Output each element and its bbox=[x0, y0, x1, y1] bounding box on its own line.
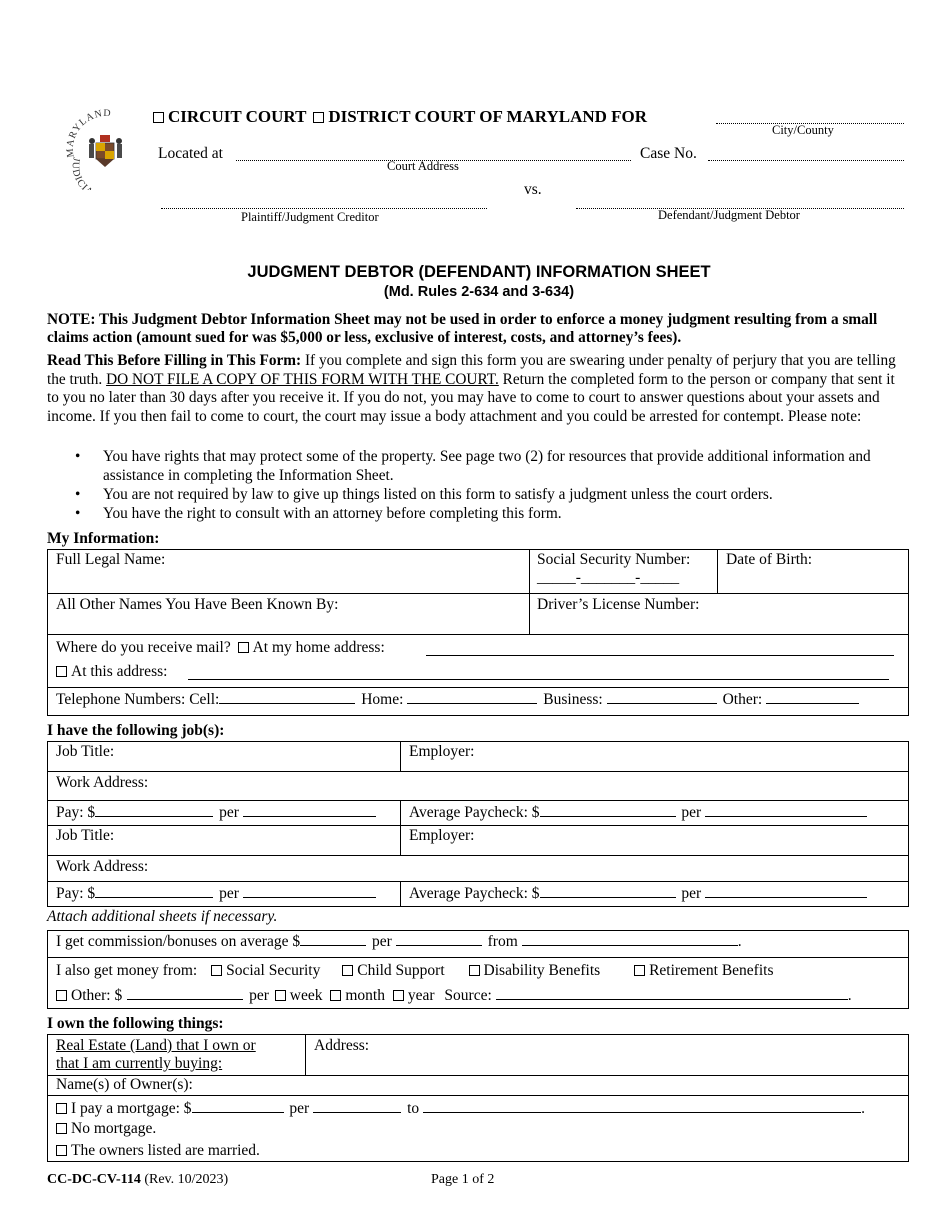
this-address-field[interactable] bbox=[188, 679, 889, 680]
other-money-row bbox=[56, 962, 773, 980]
home-phone-field[interactable] bbox=[407, 690, 537, 704]
do-not-file-warning: DO NOT FILE A COPY OF THIS FORM WITH THE COURT. bbox=[106, 370, 499, 388]
pay-amount-field[interactable] bbox=[95, 884, 213, 898]
home-phone-label: Home: bbox=[361, 691, 404, 708]
year-checkbox[interactable] bbox=[393, 990, 404, 1001]
vs-label: vs. bbox=[524, 181, 542, 198]
year-label: year bbox=[407, 987, 435, 1004]
court-selection bbox=[153, 107, 647, 127]
notice-bullets bbox=[47, 447, 877, 523]
mail-question-row bbox=[56, 639, 385, 657]
seal-text-top: ARYLAND bbox=[66, 107, 112, 148]
district-court-checkbox[interactable] bbox=[313, 112, 324, 123]
jobs-heading: I have the following job(s): bbox=[47, 722, 225, 739]
month-checkbox[interactable] bbox=[330, 990, 341, 1001]
source-field[interactable] bbox=[496, 986, 848, 1000]
maryland-judiciary-seal bbox=[66, 105, 146, 190]
avg-paycheck-row bbox=[409, 803, 867, 822]
real-estate-line-1: Real Estate (Land) that I own or bbox=[56, 1037, 256, 1054]
this-address-checkbox[interactable] bbox=[56, 666, 67, 677]
mortgage-checkbox[interactable] bbox=[56, 1103, 67, 1114]
commission-per-label: per bbox=[371, 933, 392, 950]
my-information-heading: My Information: bbox=[47, 530, 160, 547]
other-names-field[interactable]: All Other Names You Have Been Known By: bbox=[56, 596, 339, 613]
date-of-birth-field[interactable]: Date of Birth: bbox=[726, 551, 813, 568]
no-mortgage-checkbox[interactable] bbox=[56, 1123, 67, 1134]
case-no-field[interactable] bbox=[708, 160, 904, 161]
ssn-field[interactable]: _____-_______-_____ bbox=[537, 569, 680, 586]
business-phone-field[interactable] bbox=[607, 690, 717, 704]
owners-field[interactable]: Name(s) of Owner(s): bbox=[56, 1076, 193, 1093]
avg-paycheck-field[interactable] bbox=[540, 803, 676, 817]
other-phone-field[interactable] bbox=[766, 690, 859, 704]
social-security-label: Social Security bbox=[226, 962, 321, 979]
week-label: week bbox=[289, 987, 323, 1004]
bullet-item: • You have rights that may protect some of the property. See page two (2) for resources that provide additional information and assistance in completing the Information Sheet. bbox=[47, 447, 877, 485]
bullet-item: • You have the right to consult with an attorney before completing this form. bbox=[47, 504, 877, 523]
form-id bbox=[47, 1172, 228, 1188]
employer-field[interactable]: Employer: bbox=[409, 827, 475, 844]
seal-text-bottom: JUDICI bbox=[69, 156, 90, 190]
defendant-caption: Defendant/Judgment Debtor bbox=[658, 208, 800, 222]
form-revision: (Rev. 10/2023) bbox=[140, 1172, 229, 1187]
mortgage-per-label: per bbox=[289, 1100, 310, 1117]
mortgage-row: I pay a mortgage: $ per to . bbox=[56, 1099, 865, 1118]
avg-per-label: per bbox=[681, 804, 702, 821]
avg-per-label: per bbox=[681, 885, 702, 902]
form-number: CC-DC-CV-114 bbox=[47, 1172, 141, 1187]
mortgage-to-label: to bbox=[407, 1100, 420, 1117]
page-number: Page 1 of 2 bbox=[431, 1172, 495, 1187]
married-label: The owners listed are married. bbox=[71, 1142, 260, 1159]
pay-period-field[interactable] bbox=[243, 884, 376, 898]
work-address-field[interactable]: Work Address: bbox=[56, 858, 149, 875]
this-address-label: At this address: bbox=[71, 663, 168, 680]
commission-source-field[interactable] bbox=[522, 932, 738, 946]
social-security-checkbox[interactable] bbox=[211, 965, 222, 976]
city-county-caption: City/County bbox=[772, 123, 834, 137]
avg-paycheck-field[interactable] bbox=[540, 884, 676, 898]
commission-row: I get commission/bonuses on average $ per from . bbox=[56, 933, 742, 950]
pay-row bbox=[56, 884, 376, 903]
other-income-per-label: per bbox=[249, 987, 269, 1004]
married-checkbox[interactable] bbox=[56, 1145, 67, 1156]
commission-amount-field[interactable] bbox=[300, 932, 366, 946]
no-mortgage-row bbox=[56, 1120, 156, 1138]
mortgage-lender-field[interactable] bbox=[423, 1099, 861, 1113]
home-address-field[interactable] bbox=[426, 655, 894, 656]
circuit-court-checkbox[interactable] bbox=[153, 112, 164, 123]
plaintiff-field[interactable] bbox=[161, 208, 487, 209]
full-name-field[interactable]: Full Legal Name: bbox=[56, 551, 166, 568]
commission-period-field[interactable] bbox=[396, 932, 482, 946]
real-estate-address-field[interactable]: Address: bbox=[314, 1037, 370, 1054]
read-before-paragraph bbox=[47, 352, 909, 426]
circuit-court-label: CIRCUIT COURT bbox=[168, 107, 307, 126]
avg-paycheck-label: Average Paycheck: $ bbox=[409, 885, 540, 902]
home-address-label: At my home address: bbox=[252, 639, 385, 656]
plaintiff-caption: Plaintiff/Judgment Creditor bbox=[241, 210, 379, 224]
source-label: Source: bbox=[444, 987, 492, 1004]
job-title-field[interactable]: Job Title: bbox=[56, 743, 115, 760]
case-no-label: Case No. bbox=[640, 145, 697, 162]
work-address-field[interactable]: Work Address: bbox=[56, 774, 149, 791]
form-title: JUDGMENT DEBTOR (DEFENDANT) INFORMATION SHEET bbox=[247, 263, 711, 281]
commission-from-label: from bbox=[487, 933, 518, 950]
job-title-field[interactable]: Job Title: bbox=[56, 827, 115, 844]
located-at-label: Located at bbox=[158, 145, 223, 162]
month-label: month bbox=[345, 987, 385, 1004]
employer-field[interactable]: Employer: bbox=[409, 743, 475, 760]
other-income-row: Other: $ per week month year Source: . bbox=[56, 986, 852, 1005]
pay-period-field[interactable] bbox=[243, 803, 376, 817]
ssn-label: Social Security Number: bbox=[537, 551, 691, 568]
things-heading: I own the following things: bbox=[47, 1015, 224, 1032]
pay-label: Pay: $ bbox=[56, 885, 96, 902]
retirement-benefits-checkbox[interactable] bbox=[634, 965, 645, 976]
real-estate-line-2: that I am currently buying: bbox=[56, 1055, 223, 1072]
phone-label: Telephone Numbers: Cell: bbox=[56, 691, 220, 708]
avg-period-field[interactable] bbox=[705, 884, 867, 898]
mail-question-label: Where do you receive mail? bbox=[56, 639, 231, 656]
court-address-caption: Court Address bbox=[387, 159, 459, 173]
child-support-label: Child Support bbox=[357, 962, 445, 979]
avg-period-field[interactable] bbox=[705, 803, 867, 817]
form-subtitle: (Md. Rules 2-634 and 3-634) bbox=[383, 284, 575, 300]
attach-sheets-note: Attach additional sheets if necessary. bbox=[47, 908, 278, 925]
cell-phone-field[interactable] bbox=[219, 690, 355, 704]
child-support-checkbox[interactable] bbox=[342, 965, 353, 976]
pay-row bbox=[56, 803, 376, 822]
real-estate-label bbox=[56, 1037, 256, 1073]
mortgage-label: I pay a mortgage: $ bbox=[71, 1100, 192, 1117]
telephone-row bbox=[56, 690, 859, 709]
business-phone-label: Business: bbox=[543, 691, 603, 708]
other-income-label: Other: $ bbox=[71, 987, 123, 1004]
home-address-checkbox[interactable] bbox=[238, 642, 249, 653]
jobs-box bbox=[47, 741, 909, 907]
pay-per-label: per bbox=[219, 885, 239, 902]
other-phone-label: Other: bbox=[722, 691, 763, 708]
bullet-item: • You are not required by law to give up things listed on this form to satisfy a judgment unless the court orders. bbox=[47, 485, 877, 504]
mortgage-period-field[interactable] bbox=[313, 1099, 401, 1113]
other-income-checkbox[interactable] bbox=[56, 990, 67, 1001]
read-before-text-2: Return the completed form to the person or company that sent it to you no later than 30 days after you receive it. If you do not, you may have to come to court to answer questions about your assets and income. If you then fail to come to court, the court may issue a body attachment and you could be arrested for contempt. Please note: bbox=[47, 370, 895, 425]
week-checkbox[interactable] bbox=[275, 990, 286, 1001]
this-address-row bbox=[56, 663, 167, 681]
also-money-label: I also get money from: bbox=[56, 962, 198, 979]
no-mortgage-label: No mortgage. bbox=[71, 1120, 157, 1137]
pay-label: Pay: $ bbox=[56, 804, 96, 821]
disability-benefits-label: Disability Benefits bbox=[483, 962, 601, 979]
pay-per-label: per bbox=[219, 804, 239, 821]
other-income-amount-field[interactable] bbox=[127, 986, 243, 1000]
retirement-benefits-label: Retirement Benefits bbox=[649, 962, 774, 979]
commission-label: I get commission/bonuses on average $ bbox=[56, 933, 301, 950]
disability-benefits-checkbox[interactable] bbox=[469, 965, 480, 976]
avg-paycheck-label: Average Paycheck: $ bbox=[409, 804, 540, 821]
district-court-label: DISTRICT COURT OF MARYLAND FOR bbox=[328, 107, 648, 126]
mortgage-amount-field[interactable] bbox=[192, 1099, 284, 1113]
avg-paycheck-row bbox=[409, 884, 867, 903]
note-paragraph: NOTE: This Judgment Debtor Information Sheet may not be used in order to enforce a money judgment resulting from a small claims action (amount sued for was $5,000 or less, exclusive of interest, costs, and attorney’s fees). bbox=[47, 311, 878, 346]
married-row bbox=[56, 1142, 260, 1160]
pay-amount-field[interactable] bbox=[95, 803, 213, 817]
read-before-lead: Read This Before Filling in This Form: bbox=[47, 352, 302, 369]
read-before-text-1: If you complete and sign this form you are swearing under penalty of perjury that you are telling the truth. bbox=[47, 352, 896, 388]
drivers-license-field[interactable]: Driver’s License Number: bbox=[537, 596, 700, 613]
